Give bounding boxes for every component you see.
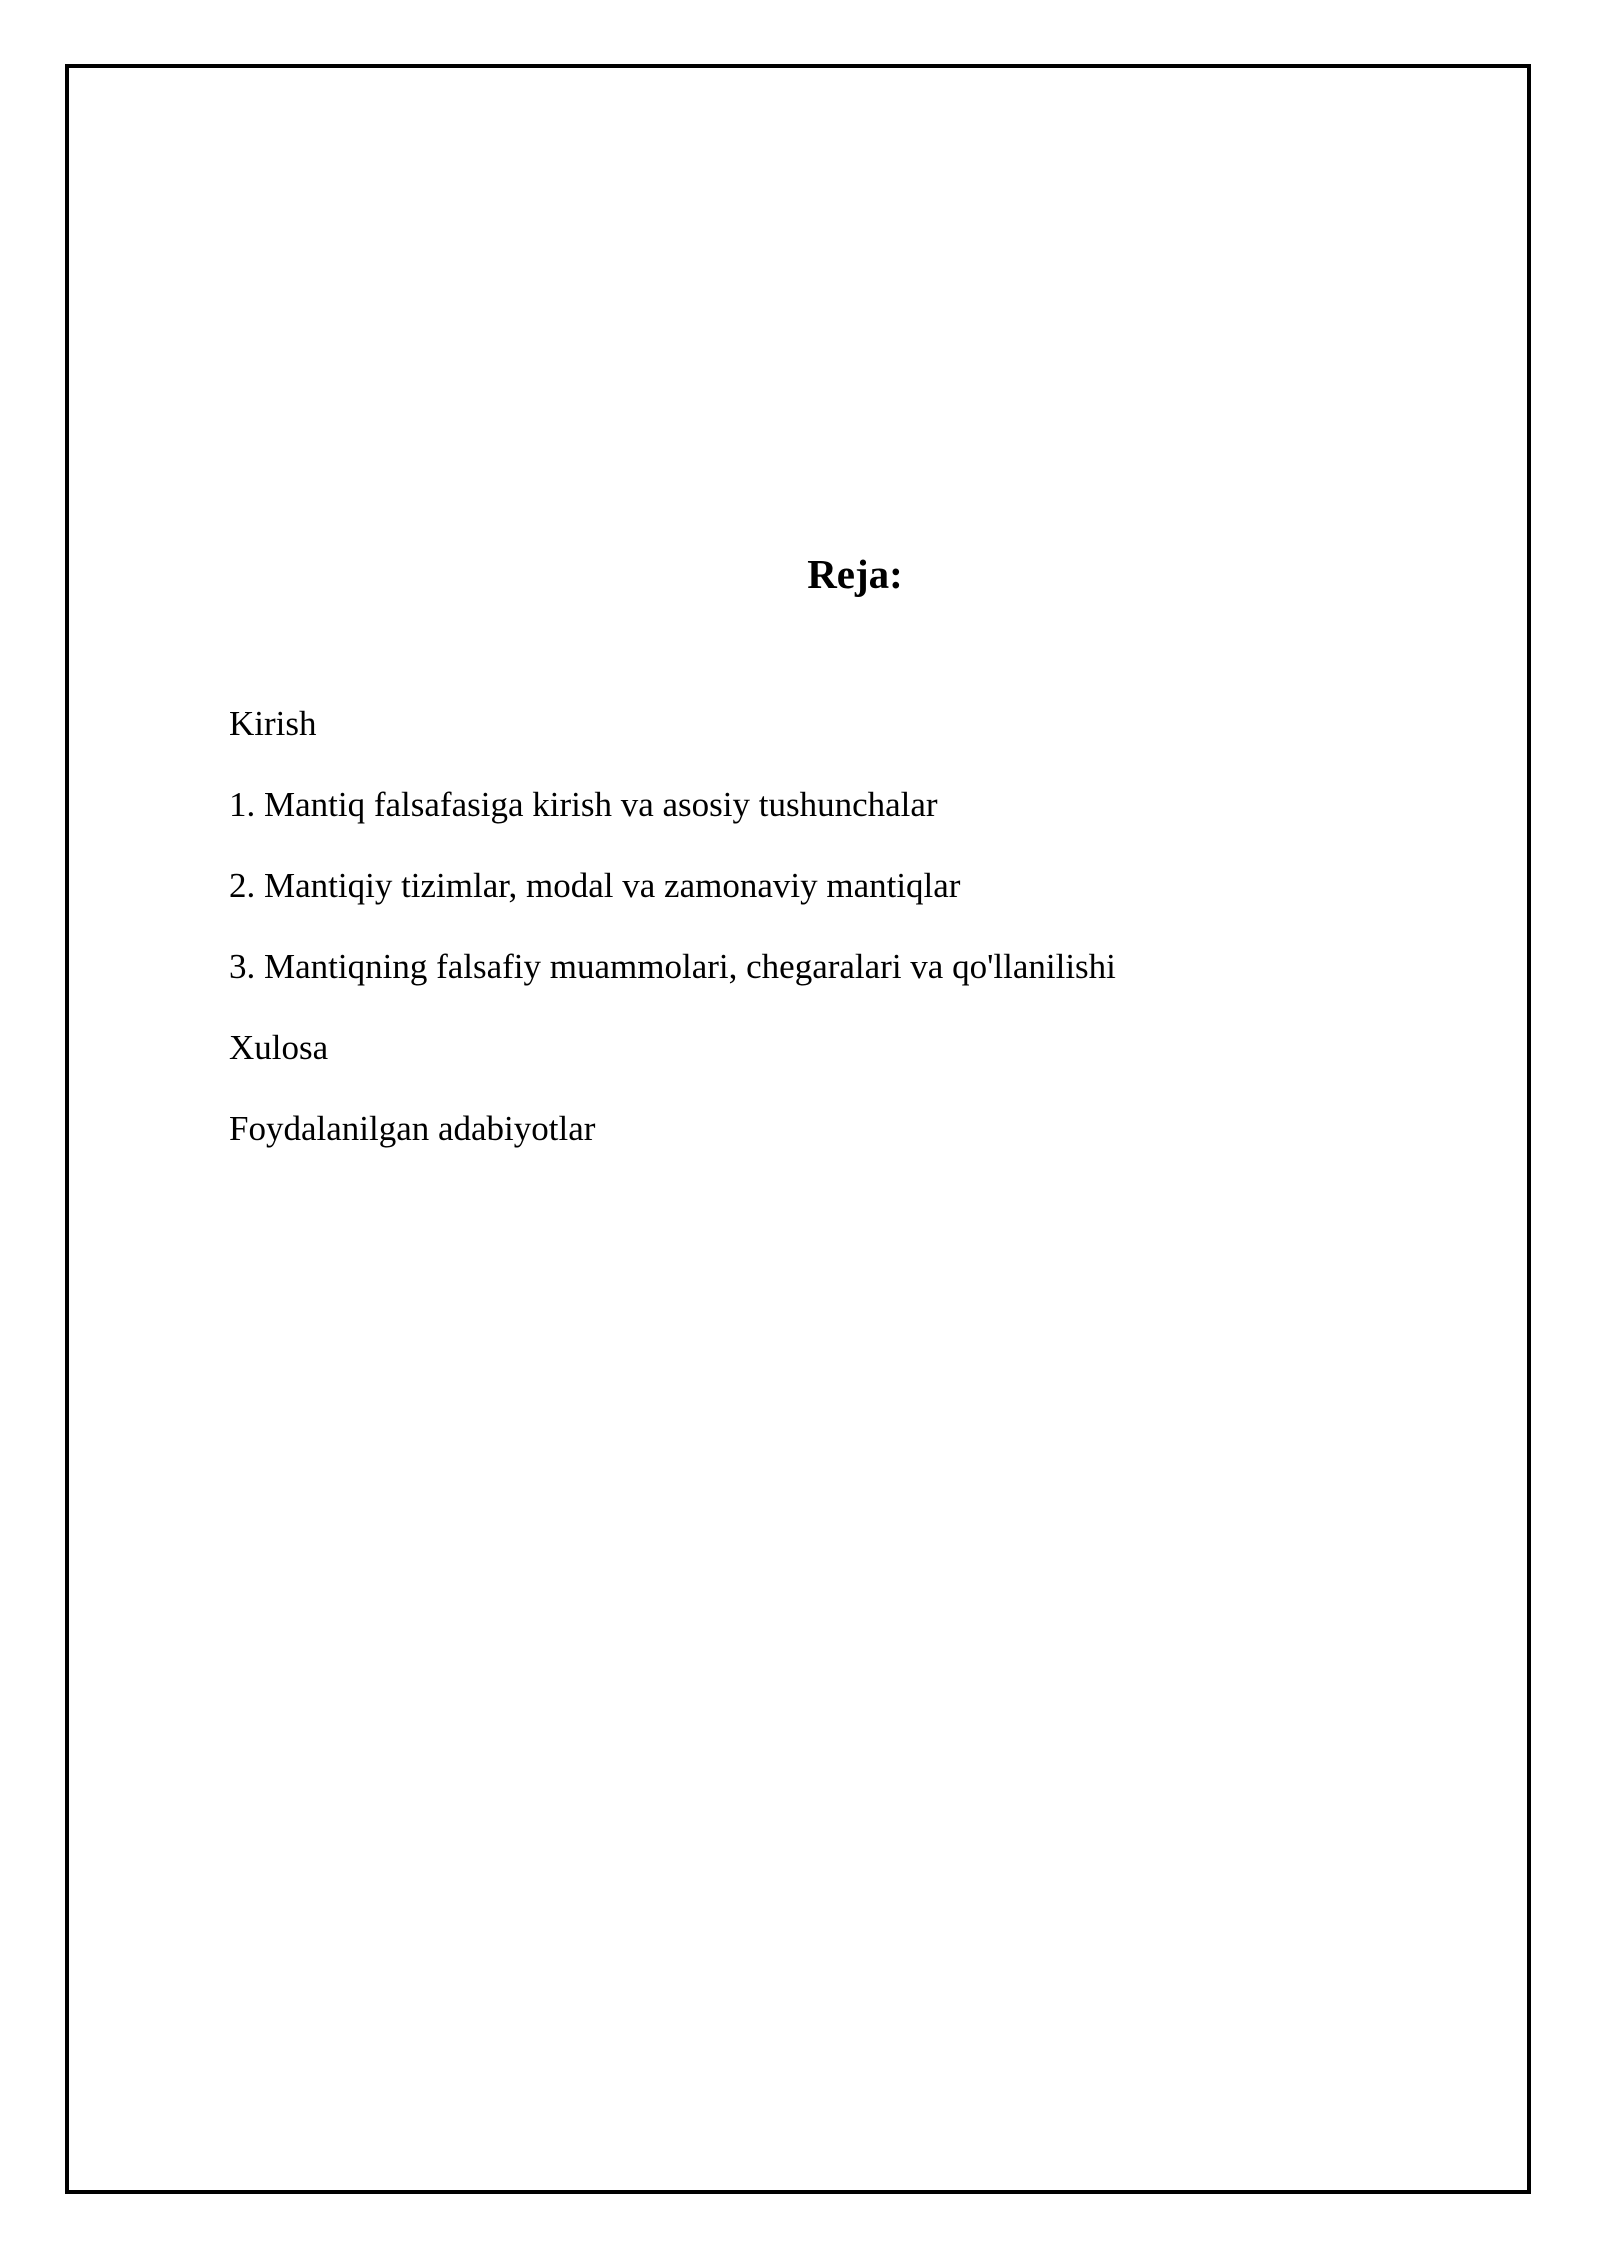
- page-title: Reja:: [807, 551, 903, 597]
- plan-item-chapter-1: 1. Mantiq falsafasiga kirish va asosiy tushunchalar: [229, 785, 938, 824]
- plan-item-conclusion: Xulosa: [229, 1028, 329, 1067]
- plan-list: [229, 700, 1116, 1186]
- plan-item-chapter-2: 2. Mantiqiy tizimlar, modal va zamonaviy mantiqlar: [229, 866, 961, 905]
- plan-item-references: Foydalanilgan adabiyotlar: [229, 1109, 596, 1148]
- plan-item-chapter-3: 3. Mantiqning falsafiy muammolari, chegaralari va qo'llanilishi: [229, 947, 1116, 986]
- plan-item-introduction: Kirish: [229, 704, 317, 743]
